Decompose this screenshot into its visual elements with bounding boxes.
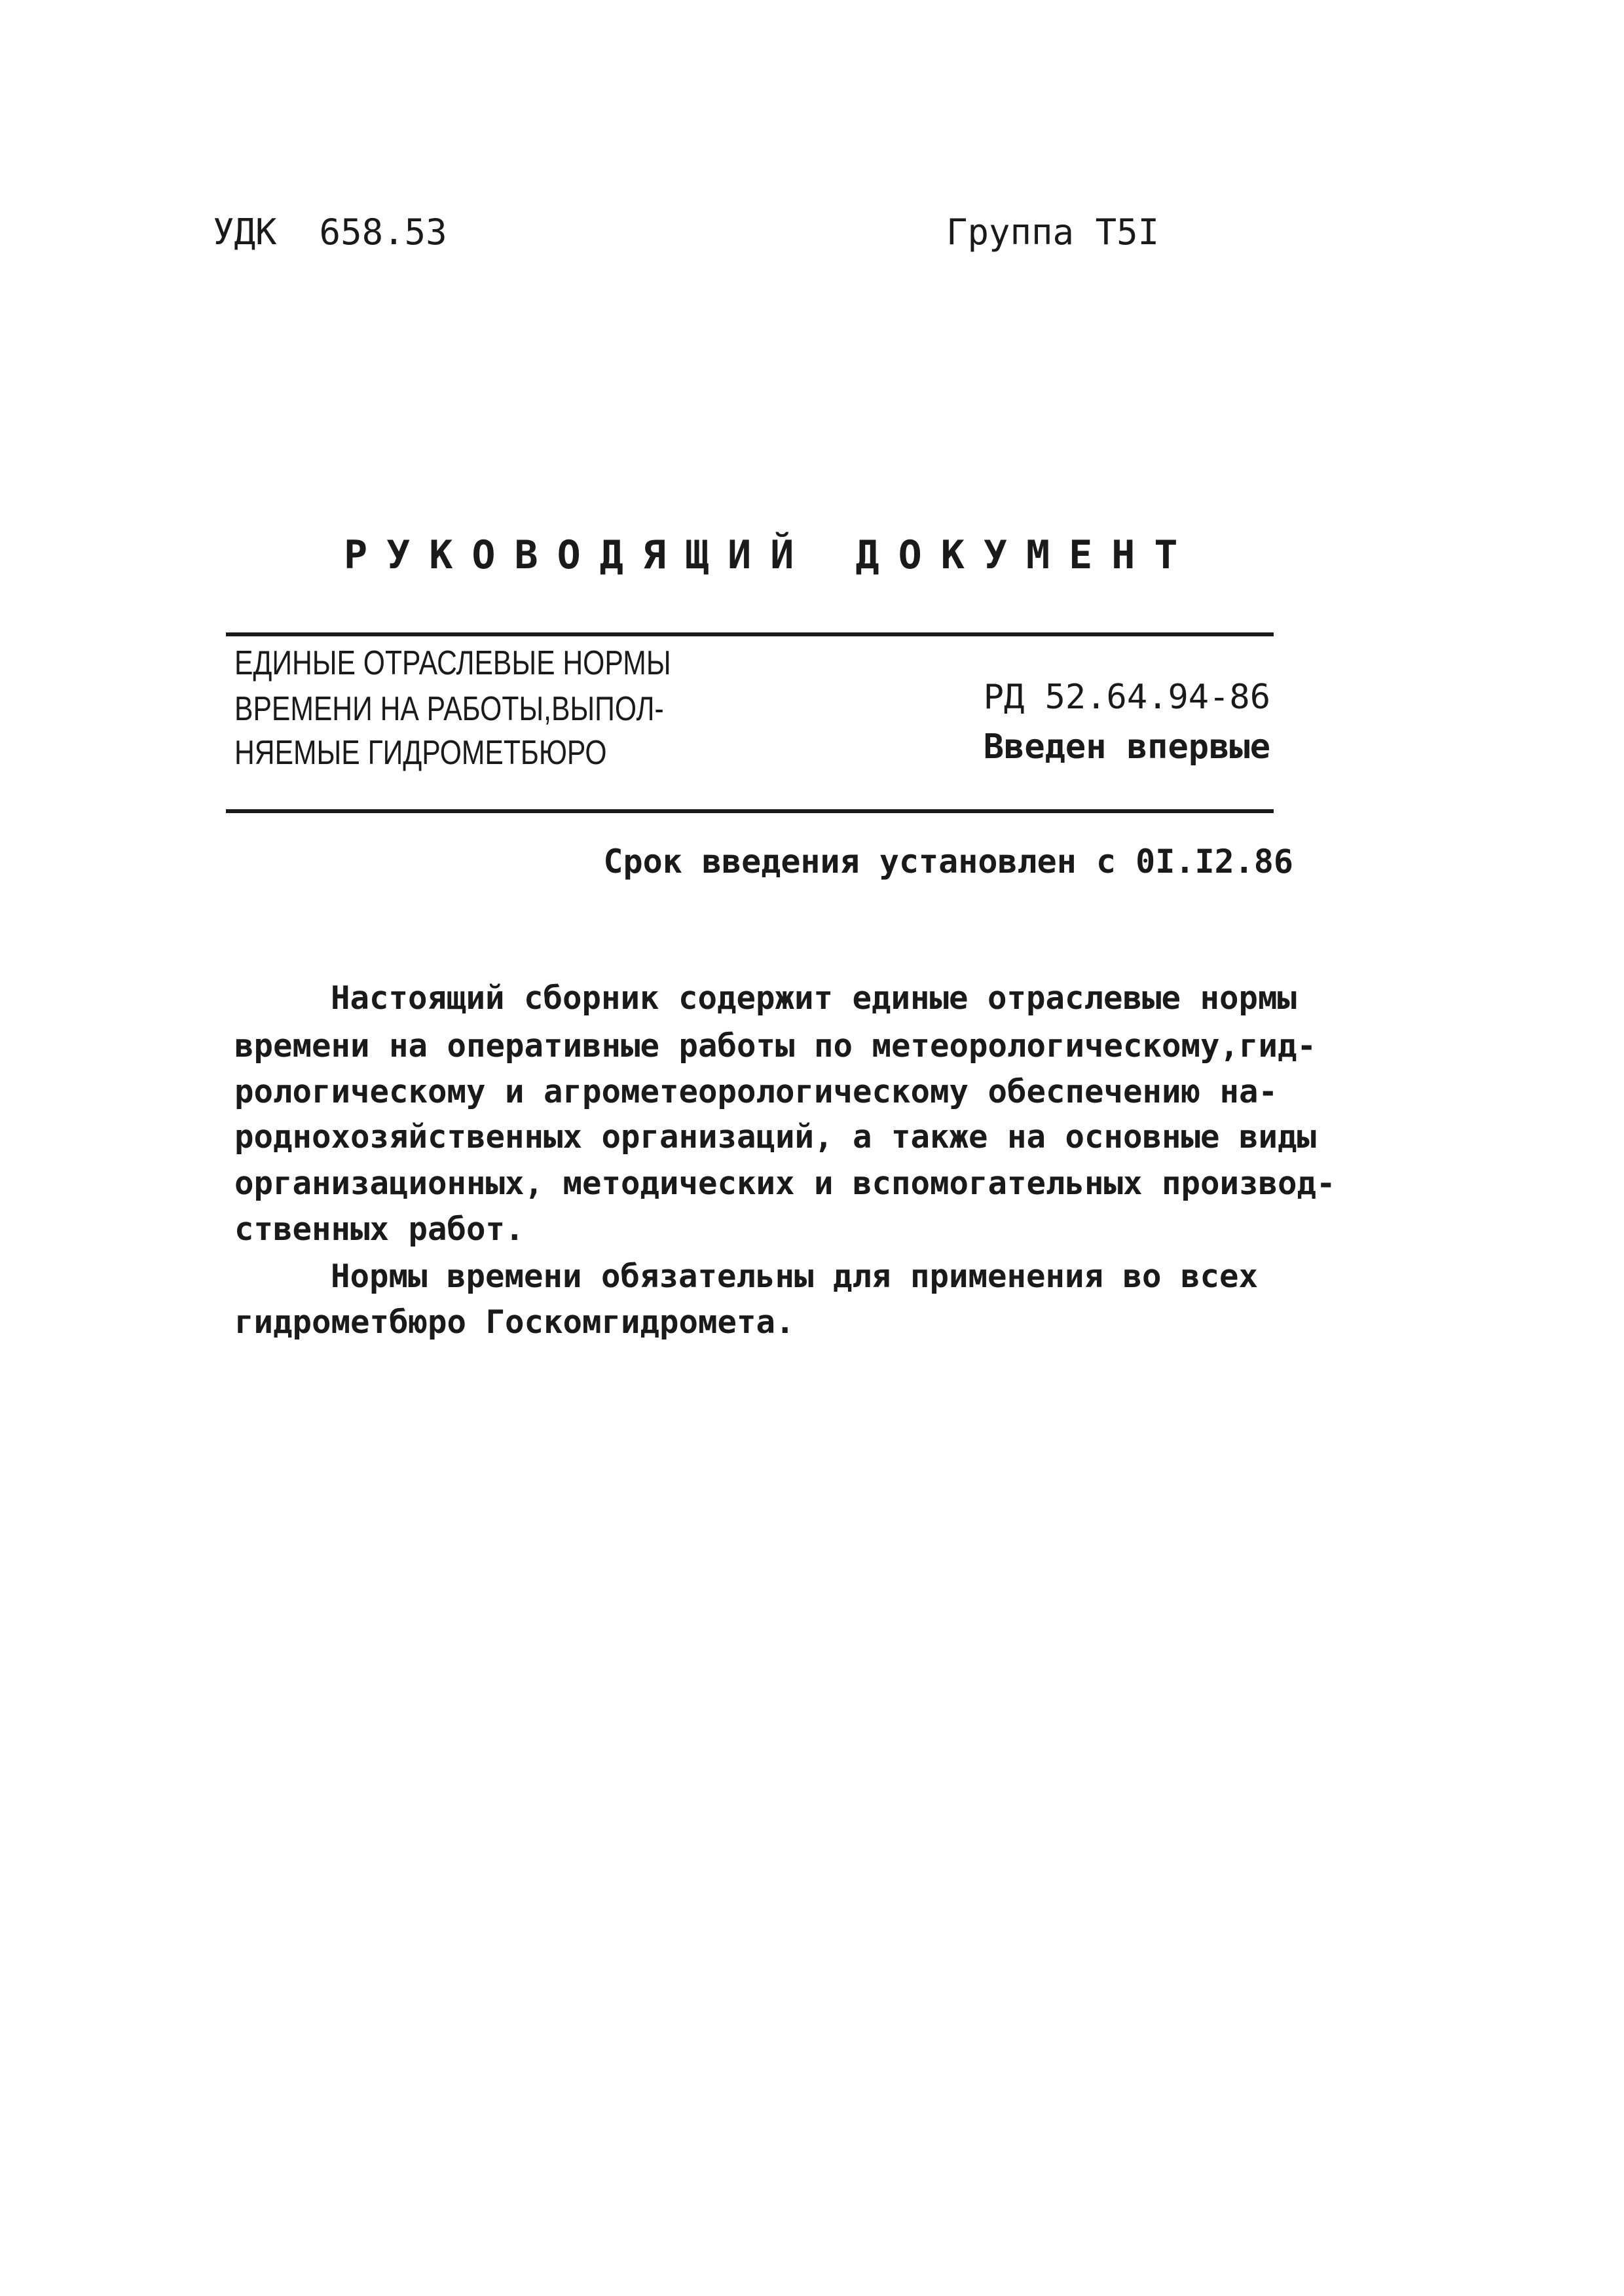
body-line: Настоящий сборник содержит единые отраслевые нормы [331,979,1297,1017]
title-line: ВРЕМЕНИ НА РАБОТЫ,ВЫПОЛ- [234,690,664,728]
title-line: ЕДИНЫЕ ОТРАСЛЕВЫЕ НОРМЫ [234,644,671,682]
body-line: гидрометбюро Госкомгидромета. [234,1303,795,1341]
group-code: Группа Т5I [946,211,1160,253]
body-line: времени на оперативные работы по метеорологическому,гид- [234,1027,1317,1065]
body-line: роднохозяйственных организаций, а также на основные виды [234,1118,1317,1156]
bottom-divider [226,809,1274,813]
document-designation: РД 52.64.94-86 [983,678,1270,717]
body-line: Нормы времени обязательны для применения во всех [331,1258,1259,1295]
top-divider [226,632,1274,636]
introduction-note: Введен впервые [983,727,1270,767]
body-line: организационных, методических и вспомогательных производ- [234,1165,1336,1202]
effective-date: Срок введения установлен с 0I.I2.86 [603,843,1293,881]
document-type-heading: РУКОВОДЯЩИЙ ДОКУМЕНТ [344,532,1197,578]
body-line: ственных работ. [234,1211,525,1248]
title-line: НЯЕМЫЕ ГИДРОМЕТБЮРО [234,734,607,772]
body-line: рологическому и агрометеорологическому обеспечению на- [234,1073,1278,1110]
udk-code: УДК 658.53 [213,211,447,253]
